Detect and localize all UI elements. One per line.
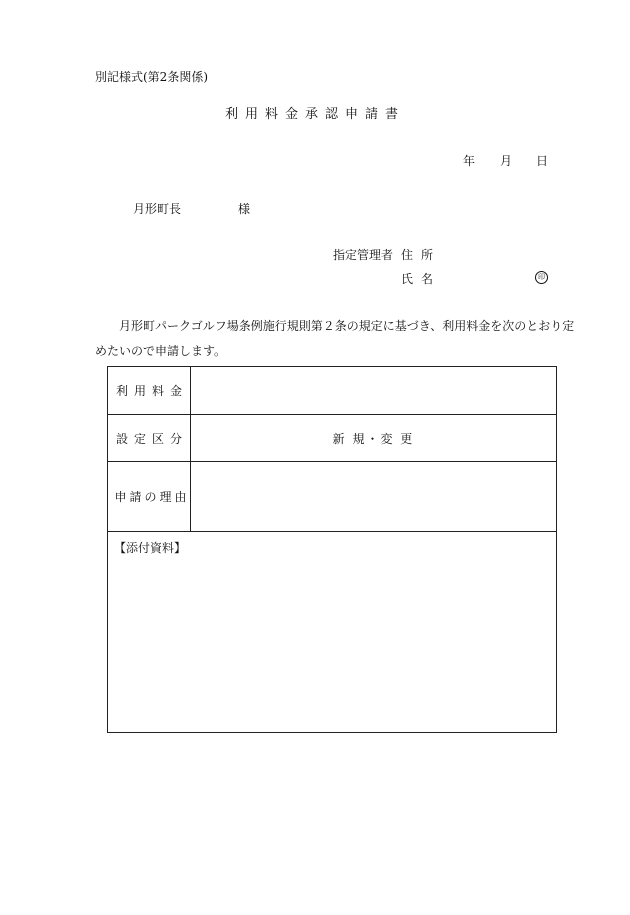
name-label: 氏名	[401, 272, 442, 286]
attachments-label: 【添付資料】	[114, 541, 187, 555]
fee-value-field[interactable]	[191, 367, 556, 414]
table-row	[108, 415, 556, 462]
table-row	[108, 462, 556, 532]
date-day-label: 日	[536, 154, 549, 168]
row-label-reason: 申請の理由	[108, 462, 191, 531]
addressee-name: 月形町長	[133, 202, 182, 216]
date-month-label: 月	[500, 154, 513, 168]
address-label: 住所	[401, 248, 442, 262]
category-value: 新 規・変 更	[332, 431, 415, 446]
reason-value-field[interactable]	[191, 462, 556, 531]
seal-mark: 印	[535, 271, 548, 284]
table-row	[108, 367, 556, 415]
date-year-label: 年	[463, 154, 476, 168]
addressee-honorific: 様	[238, 202, 251, 216]
document-title: 利用料金承認申請書	[224, 107, 405, 122]
body-paragraph: 月形町パークゴルフ場条例施行規則第２条の規定に基づき、利用料金を次のとおり定めたいので申請します。	[95, 319, 575, 358]
form-reference: 別記様式(第2条関係)	[95, 70, 208, 84]
row-label-category: 設定区分	[108, 415, 191, 461]
application-table	[107, 366, 557, 733]
row-label-fee: 利用料金	[108, 367, 191, 414]
applicant-role: 指定管理者	[333, 248, 394, 262]
